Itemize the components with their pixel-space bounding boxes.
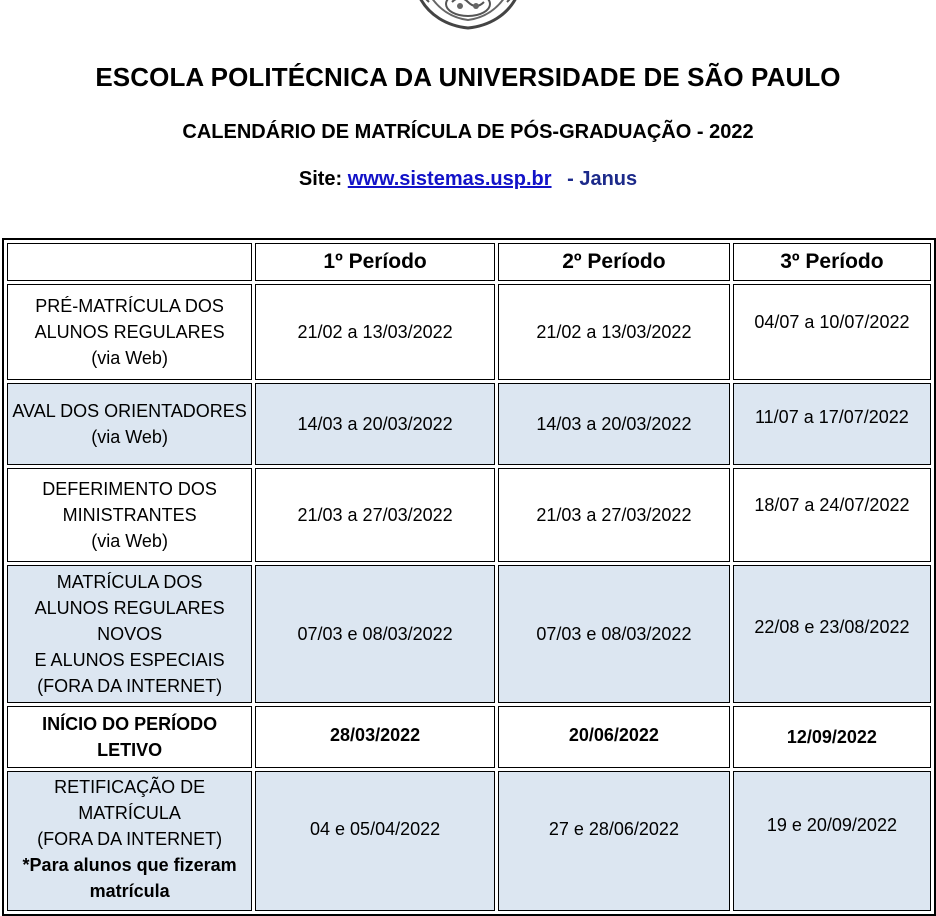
table-row (7, 706, 931, 768)
row-label-line: ALUNOS REGULARES (34, 322, 225, 342)
row-label-note: *Para alunos que fizeram (22, 855, 237, 875)
row-label-line: ALUNOS REGULARES (34, 598, 225, 618)
site-line (0, 168, 936, 191)
table-row (7, 565, 931, 703)
row-label-line: MATRÍCULA DOS (56, 572, 203, 592)
row-label-line: DEFERIMENTO DOS (42, 479, 217, 499)
period-3-date (733, 383, 931, 465)
row-label (7, 771, 252, 911)
header-cell-period-3: 3º Período (733, 243, 931, 281)
row-label-line: (via Web) (91, 427, 168, 447)
row-label-line: MATRÍCULA (78, 803, 181, 823)
page-title: ESCOLA POLITÉCNICA DA UNIVERSIDADE DE SÃO PAULO (95, 62, 841, 92)
row-label-line: INÍCIO DO PERÍODO (42, 714, 218, 734)
period-2-date: 21/02 a 13/03/2022 (498, 284, 730, 380)
period-3-date-text: 19 e 20/09/2022 (766, 815, 897, 835)
row-label-line: (FORA DA INTERNET) (37, 829, 223, 849)
table-row (7, 383, 931, 465)
row-label-line: RETIFICAÇÃO DE (54, 777, 206, 797)
site-label: Site: (298, 168, 343, 190)
header-cell-period-2: 2º Período (498, 243, 730, 281)
row-label-line: (FORA DA INTERNET) (37, 676, 223, 696)
period-3-date (733, 468, 931, 562)
row-label (7, 383, 252, 465)
period-3-date-text: 18/07 a 24/07/2022 (754, 495, 910, 515)
period-3-date (733, 284, 931, 380)
row-label (7, 468, 252, 562)
table-row (7, 771, 931, 911)
period-3-date-text: 04/07 a 10/07/2022 (754, 312, 910, 332)
period-1-date (255, 706, 495, 768)
table-row (7, 468, 931, 562)
period-1-date-text: 28/03/2022 (330, 725, 421, 745)
period-3-date-text: 22/08 e 23/08/2022 (754, 617, 910, 637)
row-label-line: (via Web) (91, 531, 168, 551)
period-1-date-text: 04 e 05/04/2022 (310, 819, 441, 839)
calendar-table (2, 238, 936, 916)
period-3-date (733, 565, 931, 703)
table-row (7, 284, 931, 380)
university-seal-icon (398, 0, 538, 32)
row-label (7, 284, 252, 380)
site-link[interactable]: www.sistemas.usp.br (347, 168, 552, 190)
period-1-date: 07/03 e 08/03/2022 (255, 565, 495, 703)
period-1-date: 21/02 a 13/03/2022 (255, 284, 495, 380)
site-suffix: - Janus (567, 168, 638, 190)
page-subtitle: CALENDÁRIO DE MATRÍCULA DE PÓS-GRADUAÇÃO - 2022 (182, 121, 754, 143)
row-label (7, 706, 252, 768)
period-2-date-text: 20/06/2022 (568, 725, 659, 745)
row-label-line: (via Web) (91, 348, 168, 368)
row-label-line: MINISTRANTES (62, 505, 197, 525)
period-3-date-text: 11/07 a 17/07/2022 (755, 407, 909, 427)
period-2-date: 07/03 e 08/03/2022 (498, 565, 730, 703)
period-2-date (498, 771, 730, 911)
period-2-date: 14/03 a 20/03/2022 (498, 383, 730, 465)
row-label-line: AVAL DOS ORIENTADORES (12, 401, 247, 421)
row-label (7, 565, 252, 703)
table-header-row (7, 243, 931, 281)
header-cell-empty (7, 243, 252, 281)
period-2-date-text: 27 e 28/06/2022 (548, 819, 679, 839)
row-label-line: PRÉ-MATRÍCULA DOS (35, 296, 224, 316)
row-label-line: LETIVO (97, 740, 163, 760)
row-label-line: E ALUNOS ESPECIAIS (34, 650, 225, 670)
row-label-note: matrícula (89, 881, 170, 901)
period-3-date: 12/09/2022 (733, 706, 931, 768)
period-1-date: 14/03 a 20/03/2022 (255, 383, 495, 465)
period-1-date: 21/03 a 27/03/2022 (255, 468, 495, 562)
period-3-date (733, 771, 931, 911)
period-1-date (255, 771, 495, 911)
row-label-line: NOVOS (97, 624, 163, 644)
period-2-date: 21/03 a 27/03/2022 (498, 468, 730, 562)
period-2-date (498, 706, 730, 768)
header-cell-period-1: 1º Período (255, 243, 495, 281)
